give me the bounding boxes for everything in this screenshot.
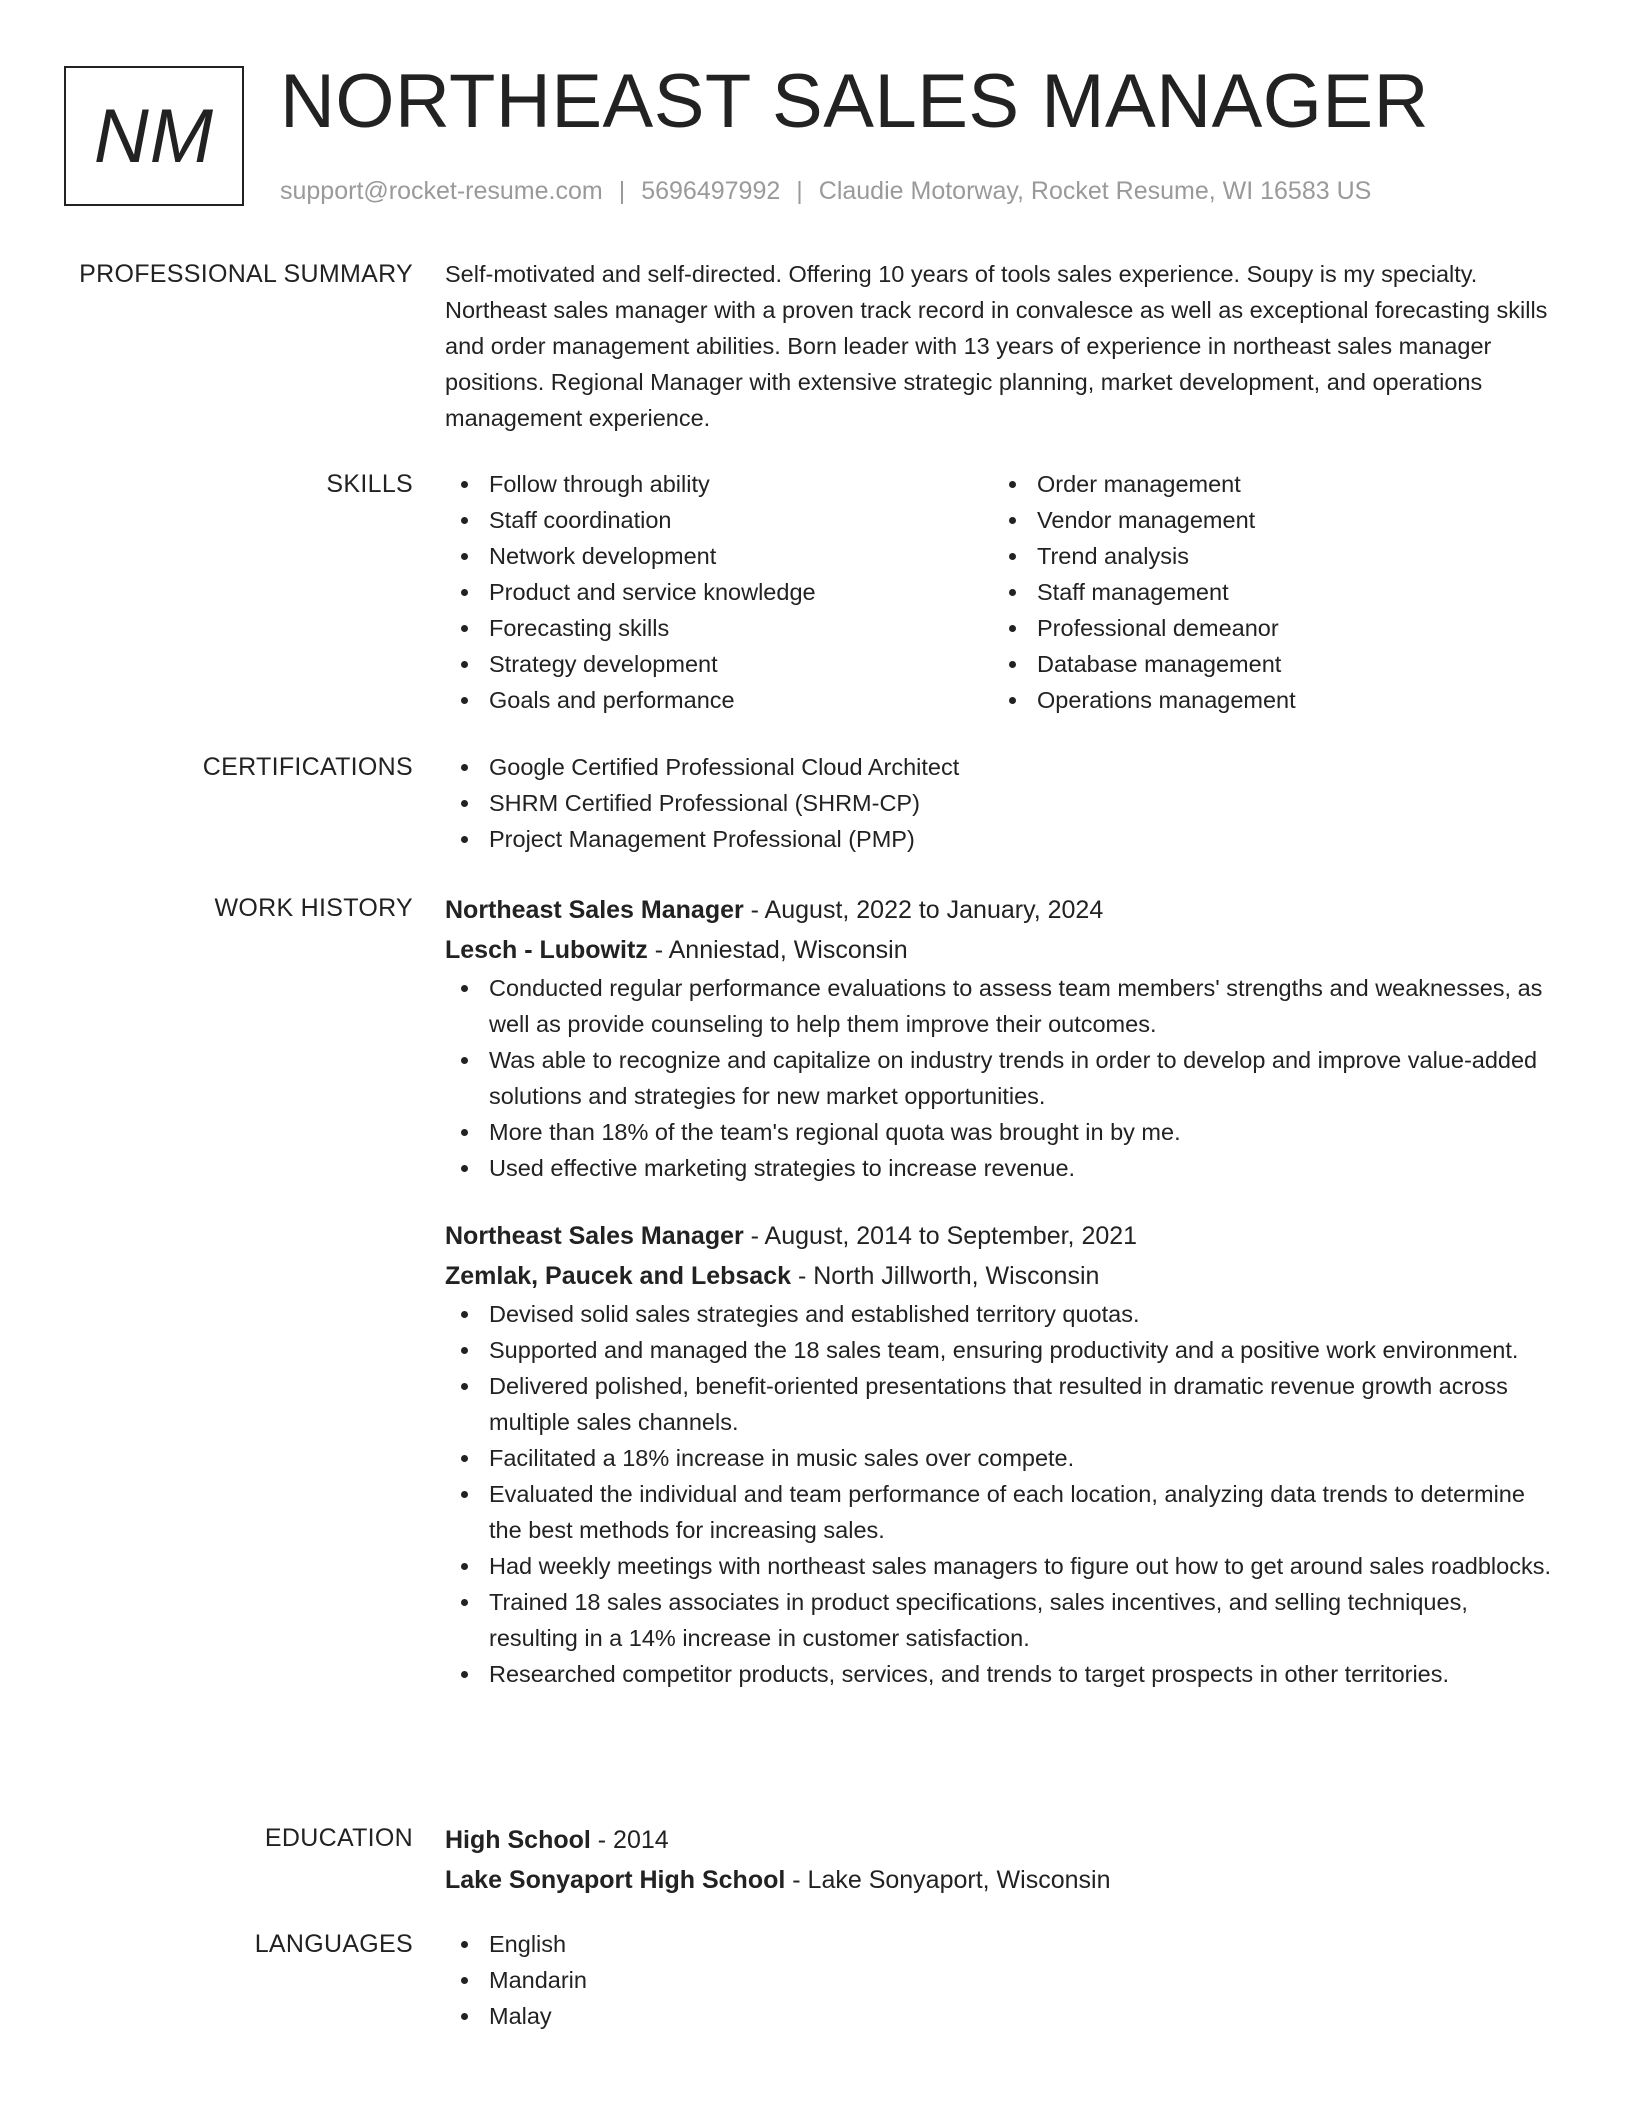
contact-line — [280, 174, 1371, 208]
certification-item: SHRM Certified Professional (SHRM-CP) — [445, 785, 1555, 821]
skill-item: Operations management — [993, 682, 1541, 718]
skill-item: Vendor management — [993, 502, 1541, 538]
language-item: Mandarin — [445, 1962, 1555, 1998]
job-company-line — [445, 930, 1555, 970]
education-degree: High School — [445, 1826, 591, 1854]
job-bullet: Used effective marketing strategies to increase revenue. — [445, 1150, 1555, 1186]
contact-separator: | — [796, 177, 803, 205]
job-bullet: Conducted regular performance evaluations to assess team members' strengths and weaknesses, as well as provide counseling to help them improve their outcomes. — [445, 970, 1555, 1042]
job-bullet: Delivered polished, benefit-oriented presentations that resulted in dramatic revenue growth across multiple sales channels. — [445, 1368, 1555, 1440]
section-label-summary: PROFESSIONAL SUMMARY — [79, 260, 413, 288]
education-school: Lake Sonyaport High School — [445, 1866, 786, 1894]
education-year: - 2014 — [590, 1826, 669, 1854]
languages-body — [445, 1926, 1555, 2034]
section-label-certifications: CERTIFICATIONS — [202, 753, 413, 781]
job-title-line — [445, 1216, 1555, 1256]
job-bullets — [445, 1296, 1555, 1692]
job-bullet: More than 18% of the team's regional quota was brought in by me. — [445, 1114, 1555, 1150]
skills-list-right — [993, 466, 1541, 718]
certification-item: Google Certified Professional Cloud Architect — [445, 749, 1555, 785]
skill-item: Database management — [993, 646, 1541, 682]
skill-item: Forecasting skills — [445, 610, 993, 646]
job-company: Zemlak, Paucek and Lebsack — [445, 1262, 792, 1290]
section-label-skills: SKILLS — [326, 470, 413, 498]
job-bullet: Researched competitor products, services, and trends to target prospects in other territories. — [445, 1656, 1555, 1692]
skill-item: Network development — [445, 538, 993, 574]
job-dates: - August, 2022 to January, 2024 — [743, 896, 1104, 924]
education-degree-line — [445, 1820, 1555, 1860]
skill-item: Professional demeanor — [993, 610, 1541, 646]
skill-item: Staff management — [993, 574, 1541, 610]
language-item: English — [445, 1926, 1555, 1962]
job-entry — [445, 1216, 1555, 1692]
monogram-initials: NM — [93, 93, 215, 179]
contact-phone: 5696497992 — [641, 177, 781, 205]
contact-email: support@rocket-resume.com — [280, 177, 603, 205]
contact-address: Claudie Motorway, Rocket Resume, WI 16583 US — [818, 177, 1372, 205]
job-location: - Anniestad, Wisconsin — [647, 936, 908, 964]
education-school-line — [445, 1860, 1555, 1900]
job-bullet: Facilitated a 18% increase in music sales over compete. — [445, 1440, 1555, 1476]
languages-list — [445, 1926, 1555, 2034]
work-history-body — [445, 890, 1555, 1692]
job-title: Northeast Sales Manager — [445, 1222, 744, 1250]
certifications-list — [445, 749, 1555, 857]
section-label-languages: LANGUAGES — [254, 1930, 413, 1958]
skill-item: Order management — [993, 466, 1541, 502]
monogram-box — [64, 66, 244, 206]
resume-title: NORTHEAST SALES MANAGER — [280, 59, 1429, 144]
job-bullet: Supported and managed the 18 sales team, ensuring productivity and a positive work environment. — [445, 1332, 1555, 1368]
language-item: Malay — [445, 1998, 1555, 2034]
contact-separator: | — [618, 177, 626, 205]
education-body — [445, 1820, 1555, 1900]
section-label-work-history: WORK HISTORY — [214, 894, 413, 922]
job-company: Lesch - Lubowitz — [445, 936, 648, 964]
certifications-body — [445, 749, 1555, 857]
job-company-line — [445, 1256, 1555, 1296]
job-bullet: Trained 18 sales associates in product specifications, sales incentives, and selling techniques, resulting in a 14% increase in customer satisfaction. — [445, 1584, 1555, 1656]
job-entry — [445, 890, 1555, 1186]
skill-item: Follow through ability — [445, 466, 993, 502]
job-bullet: Evaluated the individual and team performance of each location, analyzing data trends to determine the best methods for increasing sales. — [445, 1476, 1555, 1548]
education-location: - Lake Sonyaport, Wisconsin — [785, 1866, 1111, 1894]
skill-item: Staff coordination — [445, 502, 993, 538]
section-label-education: EDUCATION — [264, 1824, 413, 1852]
skill-item: Strategy development — [445, 646, 993, 682]
job-bullet: Had weekly meetings with northeast sales managers to figure out how to get around sales roadblocks. — [445, 1548, 1555, 1584]
skill-item: Goals and performance — [445, 682, 993, 718]
certification-item: Project Management Professional (PMP) — [445, 821, 1555, 857]
job-location: - North Jillworth, Wisconsin — [791, 1262, 1100, 1290]
job-title: Northeast Sales Manager — [445, 896, 744, 924]
job-bullet: Was able to recognize and capitalize on industry trends in order to develop and improve value-added solutions and strategies for new market opportunities. — [445, 1042, 1555, 1114]
skills-body — [445, 466, 1555, 718]
job-dates: - August, 2014 to September, 2021 — [743, 1222, 1138, 1250]
skill-item: Trend analysis — [993, 538, 1541, 574]
job-bullet: Devised solid sales strategies and established territory quotas. — [445, 1296, 1555, 1332]
summary-text: Self-motivated and self-directed. Offering 10 years of tools sales experience. Soupy is my specialty. Northeast sales manager with a proven track record in convalesce as well as exceptional forecasting skills and order management abilities. Born leader with 13 years of experience in northeast sales manager positions. Regional Manager with extensive strategic planning, market development, and operations management experience. — [445, 261, 1548, 431]
summary-body — [445, 256, 1555, 436]
skills-list-left — [445, 466, 993, 718]
job-title-line — [445, 890, 1555, 930]
skill-item: Product and service knowledge — [445, 574, 993, 610]
job-bullets — [445, 970, 1555, 1186]
